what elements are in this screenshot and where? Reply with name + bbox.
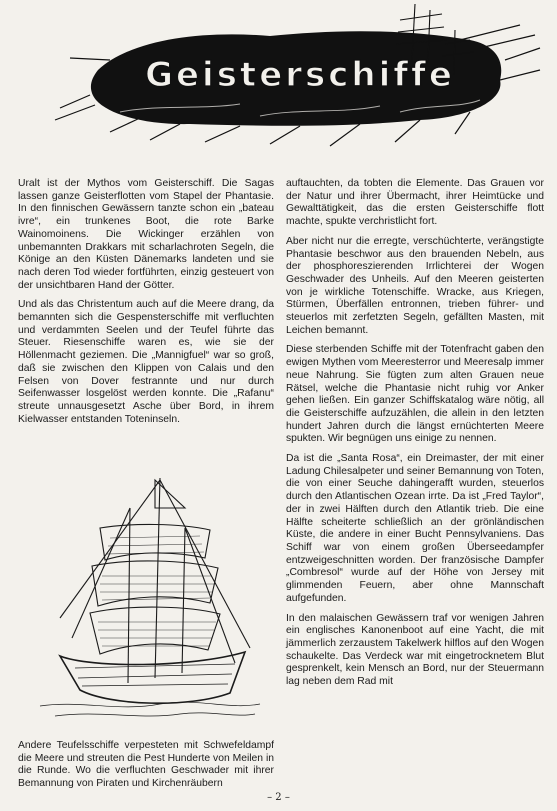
paragraph: In den malaischen Gewässern traf vor wenigen Jahren ein englisches Kanonenboot auf eine Yacht, die mit jämmerlich zerzaustem Takelwerk hilflos auf den Wogen schaukelte. Das Verdeck war mit eingetrocknetem Blut gesprenkelt, kein Mensch an Bord, nur der Steuermann lag neben dem Rad mit	[286, 612, 544, 688]
title-banner	[0, 0, 557, 160]
paragraph: Diese sterbenden Schiffe mit der Totenfracht gaben den ewigen Mythen vom Meeresterror und Meeresalp immer neue Nahrung. Sie fügten zum alten Grauen neue Rätsel, welche die Phantasie nicht ruhig vor Anker gehen ließen. Ein ganzer Schiffskatalog wäre nötig, all die Geisterschiffe aufzuzählen, die allein in den letzten hundert Jahren durch die längst ernüchterten Meere spukten. Wir begnügen uns einige zu nennen.	[286, 344, 544, 445]
left-column	[18, 178, 274, 433]
paragraph: Uralt ist der Mythos vom Geisterschiff. Die Sagas lassen ganze Geisterflotten vom Stapel der Phantasie. In den finnischen Gewässern tanzte schon ein „bateau ivre“, ein trunkenes Boot, die rote Barke Wainomoinens. Die Wickinger erzählen von unbemannten Drakkars mit scharlachroten Segeln, die Könige an den Küsten Dänemarks landeten und sie nach deren Tod wieder fortführten, einzig gesteuert von der unsichtbaren Hand der Götter.	[18, 178, 274, 291]
paragraph: Und als das Christentum auch auf die Meere drang, da bemannten sich die Gespensterschiffe mit verfluchten und verdammten Seelen und der Teufel führte das Steuer. Riesenschiffe waren es, wie sie der Höllenmacht geziemen. Die „Mannigfuel“ war so groß, daß sie zwischen den Klippen von Calais und den Felsen von Dover festrannte und nur durch Seifenwasser losgelöst werden konnte. Die „Rafanu“ streute unnausgesetzt Asche über Bord, in ihrem Kielwasser entstanden Toteninseln.	[18, 299, 274, 425]
right-column	[286, 178, 544, 696]
sailing-ship-illustration	[20, 468, 272, 730]
storm-sea-illustration	[0, 0, 557, 160]
paragraph: auftauchten, da tobten die Elemente. Das Grauen vor der Natur und ihrer Übermacht, ihrer Heimtücke und Gewalttätigkeit, das die ersten Geisterschiffe flott machte, spukte verchristlicht fort.	[286, 178, 544, 228]
paragraph: Da ist die „Santa Rosa“, ein Dreimaster, der mit einer Ladung Chilesalpeter und seiner Bemannung von Toten, die von einer Seuche dahingerafft wurden, steuerlos durch den Atlantischen Ozean irrte. Da ist „Fred Taylor“, der in zwei Hälften durch den Atlantik trieb. Die eine Hälfte scheiterte schließlich an der grönländischen Küste, die andere in einer Bucht Pennsylvaniens. Das Schiff war von einem großen Überseedampfer entzweigeschnitten worden. Der französische Dampfer „Combresol“ wurde auf der Höhe von Jersey mit glimmenden Feuern, aber ohne Mannschaft aufgefunden.	[286, 453, 545, 604]
page-title: Geisterschiffe	[145, 55, 455, 95]
bottom-left-text	[18, 740, 274, 791]
paragraph: Aber nicht nur die erregte, verschüchterte, verängstigte Phantasie beschwor aus den brauenden Nebeln, aus der phosphoreszierenden Irrlichterei der Wogen Geschwader des Unheils. Auf den Meeren geisterten von je wirkliche Totenschiffe. Wracke, aus Kriegen, Stürmen, Überfällen entronnen, trieben führer- und steuerlos mit zerfetzten Segeln, gefällten Masten, mit Leichen bemannt.	[286, 235, 544, 336]
page-number: – 2 –	[267, 792, 290, 803]
paragraph: Andere Teufelsschiffe verpesteten mit Schwefeldampf die Meere und streuten die Pest Hunderte von Meilen in die Runde. Wo die verfluchten Geschwader mit ihrer Bemannung von Piraten und Kirchenräubern	[18, 740, 274, 790]
